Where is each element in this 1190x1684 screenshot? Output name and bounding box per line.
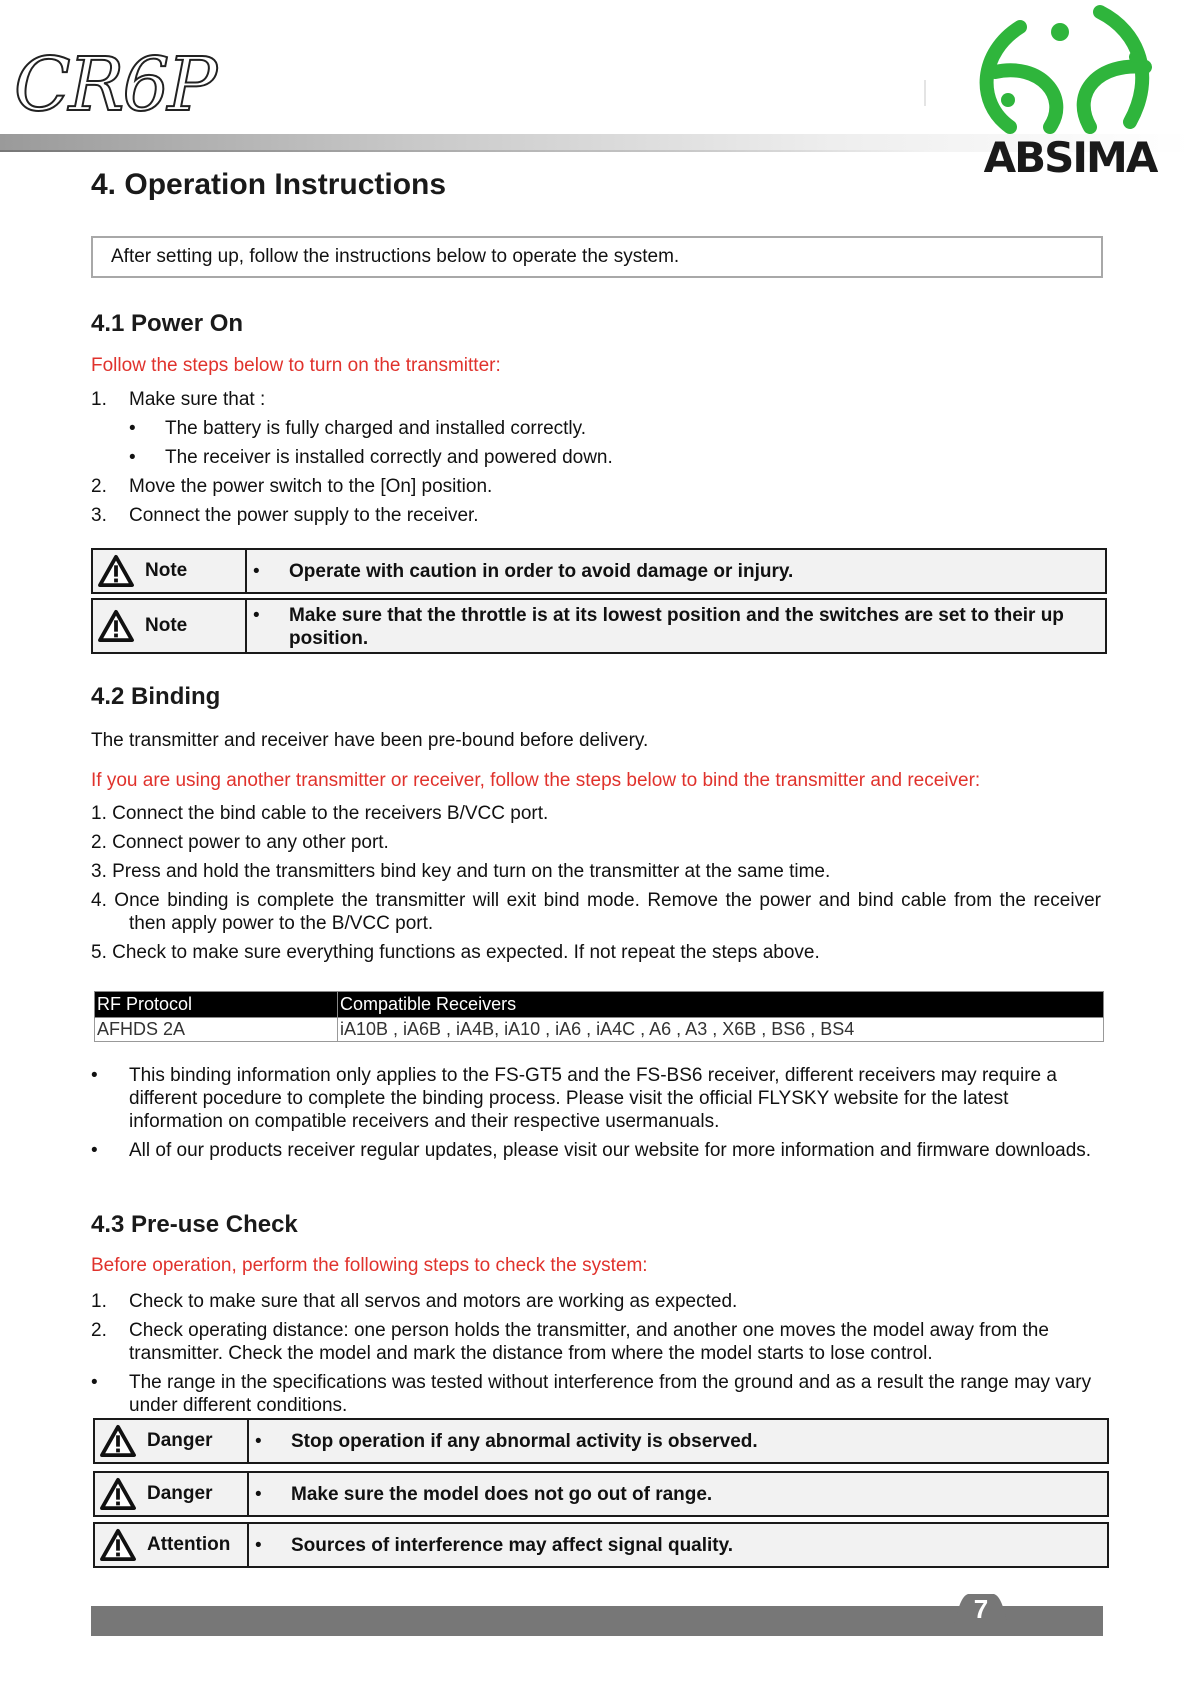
- attention-box: [93, 1522, 1109, 1568]
- step-text: Check to make sure that all servos and motors are working as expected.: [129, 1291, 738, 1312]
- page-number: 7: [973, 1594, 989, 1624]
- table-header: RF Protocol: [95, 992, 338, 1018]
- step-number: 2.: [91, 476, 107, 497]
- warning-body: [249, 1473, 1107, 1515]
- header-divider: [924, 80, 926, 106]
- note-body: [247, 600, 1105, 652]
- step-text: Connect the power supply to the receiver.: [129, 505, 479, 526]
- bullet-text: This binding information only applies to the FS-GT5 and the FS-BS6 receiver, different receivers may require a different pocedure to complete the binding process. Please visit the official FLYSKY website for the latest information on compatible receivers and their respective usermanuals.: [129, 1065, 1057, 1132]
- warning-label-cell: [95, 1473, 249, 1515]
- binding-intro: The transmitter and receiver have been pre-bound before delivery.: [91, 730, 649, 751]
- note-label: Note: [145, 615, 188, 636]
- power-on-step: [129, 417, 586, 441]
- step-number: 1.: [91, 1291, 107, 1312]
- warning-triangle-icon: [99, 1424, 137, 1458]
- section-heading-power-on: 4.1 Power On: [91, 310, 244, 337]
- warning-label-cell: [95, 1524, 249, 1566]
- note-bullet: •: [253, 605, 260, 626]
- bullet-dot: •: [91, 1065, 98, 1086]
- table-cell: iA10B , iA6B , iA4B, iA10 , iA6 , iA4C , A6 , A3 , X6B , BS6 , BS4: [338, 1018, 1104, 1042]
- step-number: 2.: [91, 1320, 107, 1341]
- rf-protocol-table: [94, 991, 1104, 1042]
- power-on-lead: Follow the steps below to turn on the transmitter:: [91, 355, 501, 376]
- warning-label: Danger: [147, 1483, 213, 1504]
- note-label: Note: [145, 560, 188, 581]
- step-text: The range in the specifications was tested without interference from the ground and as a result the range may vary under different conditions.: [129, 1372, 1092, 1416]
- binding-bullet: [91, 1064, 1101, 1133]
- binding-step-text: 4. Once binding is complete the transmitter will exit bind mode. Remove the power and bind cable from the receiver then apply power to the B/VCC port.: [91, 890, 1101, 934]
- warning-bullet: •: [255, 1483, 262, 1505]
- binding-bullet: [91, 1139, 1101, 1162]
- warning-body: [249, 1524, 1107, 1566]
- page-title: 4. Operation Instructions: [91, 168, 447, 201]
- preuse-lead: Before operation, perform the following steps to check the system:: [91, 1255, 648, 1276]
- step-text: Move the power switch to the [On] position.: [129, 476, 493, 497]
- note-body: [247, 550, 1105, 592]
- warning-label: Attention: [147, 1534, 231, 1555]
- step-text: The battery is fully charged and installed correctly.: [165, 418, 587, 439]
- warning-triangle-icon: [99, 1477, 137, 1511]
- note-label-cell: [93, 550, 247, 592]
- power-on-step: [91, 504, 479, 528]
- binding-lead: If you are using another transmitter or receiver, follow the steps below to bind the transmitter and receiver:: [91, 770, 981, 791]
- binding-step: 5. Check to make sure everything functions as expected. If not repeat the steps above.: [91, 942, 820, 963]
- absima-logo: [950, 2, 1190, 178]
- note-box: [91, 548, 1107, 594]
- step-text: Check operating distance: one person holds the transmitter, and another one moves the model away from the transmitter. Check the model and mark the distance from where the model starts to lose control.: [129, 1320, 1049, 1364]
- step-number: 1.: [91, 389, 107, 410]
- logo-text: ABSIMA: [983, 133, 1157, 178]
- note-label-cell: [93, 600, 247, 652]
- intro-box: After setting up, follow the instructions below to operate the system.: [91, 236, 1103, 278]
- warning-triangle-icon: [97, 609, 135, 643]
- warning-text: Stop operation if any abnormal activity is observed.: [291, 1430, 758, 1452]
- bullet-dot: •: [91, 1140, 98, 1161]
- warning-triangle-icon: [97, 554, 135, 588]
- danger-box: [93, 1418, 1109, 1464]
- step-bullet: •: [129, 418, 136, 439]
- table-header-row: [95, 992, 1104, 1018]
- danger-box: [93, 1471, 1109, 1517]
- warning-body: [249, 1420, 1107, 1462]
- table-row: [95, 1018, 1104, 1042]
- warning-triangle-icon: [99, 1528, 137, 1562]
- preuse-step: [91, 1371, 1101, 1417]
- power-on-step: [91, 388, 265, 412]
- section-heading-binding: 4.2 Binding: [91, 683, 221, 710]
- binding-step: 1. Connect the bind cable to the receivers B/VCC port.: [91, 803, 549, 824]
- step-number: 3.: [91, 505, 107, 526]
- bullet-text: All of our products receiver regular updates, please visit our website for more information and firmware downloads.: [129, 1140, 1092, 1161]
- warning-text: Sources of interference may affect signal quality.: [291, 1534, 734, 1556]
- step-text: The receiver is installed correctly and powered down.: [165, 447, 613, 468]
- warning-label: Danger: [147, 1430, 213, 1451]
- preuse-step: [91, 1290, 1101, 1313]
- note-text: Make sure that the throttle is at its lowest position and the switches are set to their up position.: [289, 605, 1064, 649]
- binding-step: [91, 889, 1101, 935]
- preuse-step: [91, 1319, 1101, 1365]
- brand-wordmark: CR6P: [14, 42, 216, 128]
- table-header: Compatible Receivers: [338, 992, 1104, 1018]
- warning-text: Make sure the model does not go out of range.: [291, 1483, 713, 1505]
- section-heading-preuse: 4.3 Pre-use Check: [91, 1211, 298, 1238]
- binding-step: 2. Connect power to any other port.: [91, 832, 389, 853]
- note-bullet: •: [253, 560, 260, 582]
- step-bullet: •: [91, 1372, 98, 1393]
- warning-label-cell: [95, 1420, 249, 1462]
- table-cell: AFHDS 2A: [95, 1018, 338, 1042]
- binding-step: 3. Press and hold the transmitters bind key and turn on the transmitter at the same time.: [91, 861, 831, 882]
- warning-bullet: •: [255, 1430, 262, 1452]
- absima-logo-icon: [950, 2, 1190, 178]
- step-bullet: •: [129, 447, 136, 468]
- note-box: [91, 598, 1107, 654]
- power-on-step: [129, 446, 613, 470]
- header-rule: [0, 150, 930, 152]
- power-on-step: [91, 475, 492, 499]
- warning-bullet: •: [255, 1534, 262, 1556]
- note-text: Operate with caution in order to avoid damage or injury.: [289, 560, 794, 582]
- step-text: Make sure that :: [129, 389, 266, 410]
